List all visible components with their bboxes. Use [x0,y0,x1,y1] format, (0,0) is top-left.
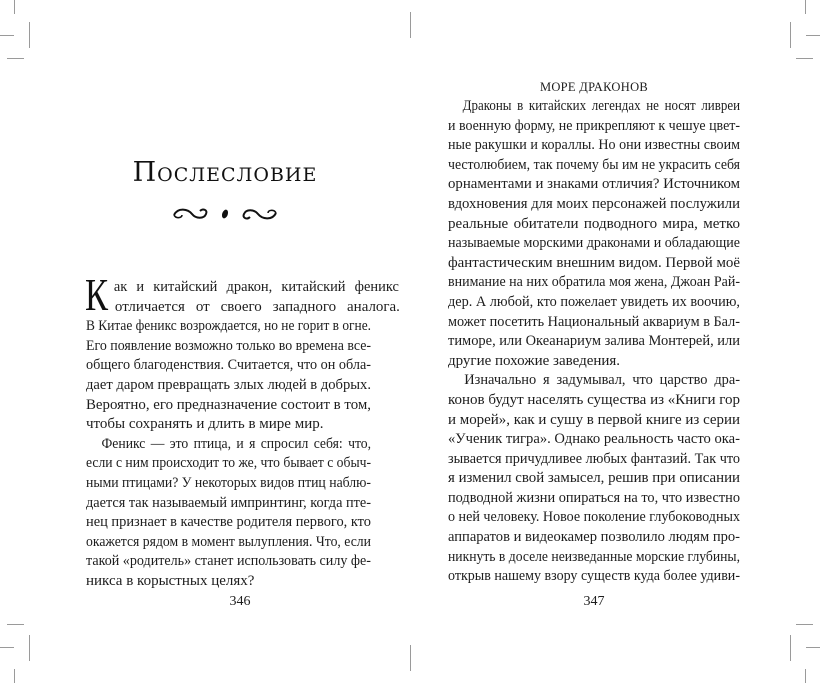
text-line: о ней человеку. Новое поколение глубоководных [448,509,740,526]
text-line: дается так называемый импринтинг, когда пте- [86,494,371,511]
crop-mark [806,647,820,648]
text-line: аппаратов и видеокамер позволило людям про- [448,529,740,546]
chapter-title: Послесловие [132,157,318,188]
text-line: Драконы в китайских легендах не носят ливреи [462,98,740,114]
text-line: никса в корыстных целях? [86,572,255,589]
text-line: зывается причудливее любых фантазий. Так что [448,450,740,467]
text-line: никнуть в доселе неизведанные морские глубины, [448,548,740,565]
text-line: ными птицами? У некоторых видов птиц наблю- [86,474,371,491]
crop-mark [14,0,15,14]
flourish-ornament-icon [170,203,280,225]
text-line: такой «родитель» станет использовать силу фе- [86,553,371,570]
crop-mark [0,647,14,648]
crop-mark [796,58,813,59]
text-line: окажется рядом в момент вылупления. Что, если [86,533,371,550]
text-line: «Ученик тигра». Однако реальность часто ока- [448,431,740,448]
text-line: Изначально я задумывал, что царство дра- [464,372,740,389]
text-line: я изменил свой замысел, решив при описании [448,470,740,487]
text-line: называемые морскими драконами и обладающие [448,235,740,252]
crop-mark [29,635,30,661]
text-line: открыв нашему взору существ куда более удиви- [448,568,740,585]
page-number-left: 346 [229,594,251,609]
crop-mark [14,669,15,683]
text-line: дает даром превращать злых людей в добрых. [86,376,371,393]
running-head: МОРЕ ДРАКОНОВ [539,80,649,94]
text-line: нец признает в качестве родителя первого, кто [86,514,371,531]
text-line: орнаментами и знаками отличия? Источником [448,176,740,193]
text-line: внимание на них обратила моя жена, Джоан Рай- [448,274,740,291]
crop-mark [410,12,411,38]
text-line: реальные обитатели подводного мира, метко [448,215,740,232]
text-line: фантастическим внешним видом. Первой моё [448,254,740,271]
drop-cap: К [85,269,109,320]
crop-mark [790,22,791,48]
crop-mark [29,22,30,48]
text-line: чтобы сохранять и длить в мире мир. [86,416,324,433]
right-page-body [448,97,740,587]
crop-mark [790,635,791,661]
text-line: вдохновения для моих персонажей послужили [448,195,740,212]
text-line: может посетить Национальный аквариум в Бал- [448,313,740,330]
text-line: другие похожие заведения. [448,352,621,369]
text-line: дер. А любой, кто пожелает увидеть их воочию, [448,293,740,310]
text-line: ные ракушки и кораллы. Но они известны своим [448,137,740,154]
crop-mark [7,58,24,59]
text-line: если с ним происходит то же, что бывает с обыч- [86,455,371,472]
text-line: В Китае феникс возрождается, но не горит в огне. [86,318,371,335]
text-line: Вероятно, его предназначение состоит в том, [86,396,371,413]
left-page-body [86,278,400,592]
crop-mark [796,624,813,625]
page-number-right: 347 [583,594,605,609]
text-line: ак и китайский дракон, китайский феникс [113,279,399,295]
text-line: честолюбием, так почему бы им не украсить себя [448,156,740,173]
text-line: Феникс — это птица, и я спросил себя: что, [101,435,372,452]
text-line: Его появление возможно только во времена все- [86,337,371,354]
text-line: общего благоденствия. Считается, что он обла- [86,357,371,374]
text-line: и военную форму, не прикрепляют к чешуе цвет- [448,117,740,134]
crop-mark [806,35,820,36]
text-line: и морей», как и сушу в первой книге из серии [448,411,740,428]
text-line: тиморе, или Океанариум залива Монтерей, или [448,333,740,350]
crop-mark [410,645,411,671]
text-line: отличается от своего западного аналога. [114,298,400,315]
crop-mark [805,669,806,683]
crop-mark [7,624,24,625]
crop-mark [805,0,806,14]
crop-mark [0,35,14,36]
text-line: конов будут населять существа из «Книги гор [448,391,740,408]
text-line: подводной жизни опираться на то, что известно [448,489,740,506]
